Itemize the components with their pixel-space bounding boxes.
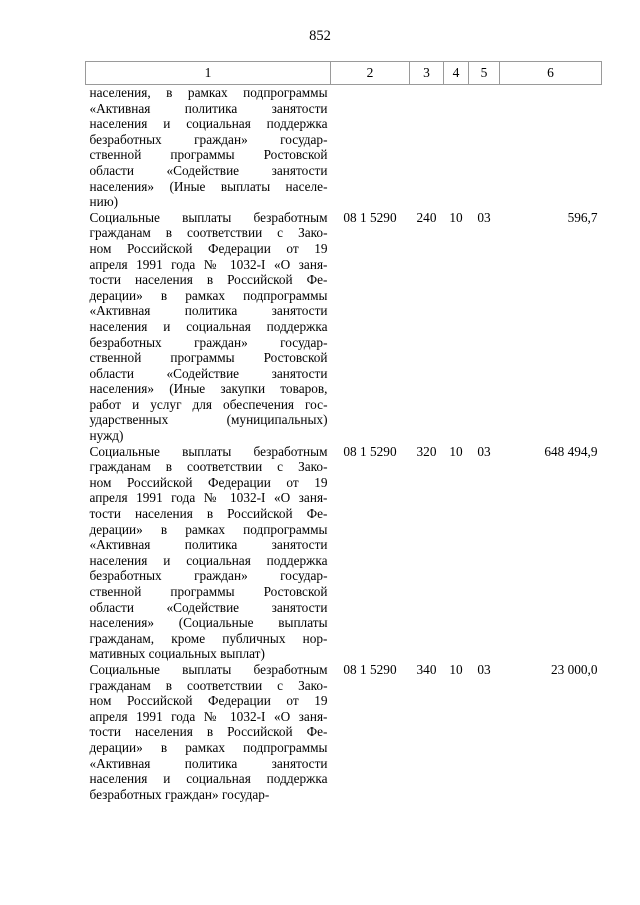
description-line: безработных граждан» государ- [89,786,270,802]
description-line: Социальные выплаты безработным [89,443,328,459]
header-col-4: 4 [444,62,469,85]
description-line: дерации» в рамках подпрограммы [89,287,328,303]
row-section [444,85,469,210]
row-section: 10 [449,209,463,225]
header-col-6: 6 [500,62,602,85]
description-line: безработных граждан» государ- [89,131,328,147]
description-line: «Активная политика занятости [89,303,328,319]
row-description [86,210,331,444]
row-amount: 596,7 [567,209,598,225]
budget-table [85,61,602,802]
description-line: ственной программы Ростовской [89,350,328,366]
description-line: дерации» в рамках подпрограммы [89,521,328,537]
description-line: апреля 1991 года № 1032-I «О заня- [89,256,328,272]
row-target-code: 08 1 5290 [343,209,397,225]
row-expense-type [410,85,444,210]
description-line: дерации» в рамках подпрограммы [89,739,328,755]
row-description [86,444,331,662]
row-subsection: 03 [477,661,491,677]
description-line: ном Российской Федерации от 19 [89,693,328,709]
description-line: Социальные выплаты безработным [89,209,328,225]
row-amount: 23 000,0 [550,661,598,677]
description-line: населения» (Социальные выплаты [89,615,328,631]
row-target-code: 08 1 5290 [343,443,397,459]
description-line: населения» (Иные выплаты населе- [89,178,328,194]
description-line: гражданам в соответствии с Зако- [89,459,328,475]
header-col-5: 5 [469,62,500,85]
row-amount: 648 494,9 [544,443,598,459]
description-line: «Активная политика занятости [89,755,328,771]
description-line: мативных социальных выплат) [89,646,265,662]
description-line: населения» (Иные закупки товаров, [89,381,328,397]
table-row [86,444,602,662]
row-expense-type: 340 [416,661,437,677]
description-line: нию) [89,194,119,210]
description-line: Социальные выплаты безработным [89,661,328,677]
row-subsection: 03 [477,209,491,225]
header-col-3: 3 [410,62,444,85]
description-line: тости населения в Российской Фе- [89,272,328,288]
description-line: населения, в рамках подпрограммы [89,85,328,100]
description-line: апреля 1991 года № 1032-I «О заня- [89,708,328,724]
description-line: работ и услуг для обеспечения гос- [89,396,328,412]
header-col-2: 2 [331,62,410,85]
row-subsection: 03 [477,443,491,459]
description-line: области «Содействие занятости [89,599,328,615]
table-header-row [86,62,602,85]
description-line: ном Российской Федерации от 19 [89,240,328,256]
description-line: безработных граждан» государ- [89,568,328,584]
row-expense-type: 320 [416,443,437,459]
description-line: «Активная политика занятости [89,100,328,116]
description-line: безработных граждан» государ- [89,334,328,350]
description-line: населения и социальная поддержка [89,552,328,568]
description-line: «Активная политика занятости [89,537,328,553]
row-description [86,85,331,210]
row-target-code [331,85,410,210]
description-line: нужд) [89,428,124,444]
description-line: тости населения в Российской Фе- [89,506,328,522]
row-subsection [469,85,500,210]
description-line: гражданам, кроме публичных нор- [89,630,328,646]
row-description [86,662,331,802]
row-amount [500,85,602,210]
description-line: области «Содействие занятости [89,162,328,178]
row-section: 10 [449,443,463,459]
page-number: 852 [309,28,331,44]
description-line: населения и социальная поддержка [89,116,328,132]
description-line: апреля 1991 года № 1032-I «О заня- [89,490,328,506]
table-row [86,662,602,802]
table-row [86,210,602,444]
row-expense-type: 240 [416,209,437,225]
description-line: населения и социальная поддержка [89,318,328,334]
description-line: ственной программы Ростовской [89,584,328,599]
description-line: ном Российской Федерации от 19 [89,474,328,490]
description-line: области «Содействие занятости [89,365,328,381]
row-target-code: 08 1 5290 [343,661,397,677]
row-section: 10 [449,661,463,677]
header-col-1: 1 [86,62,331,85]
description-line: ственной программы Ростовской [89,147,328,163]
description-line: гражданам в соответствии с Зако- [89,677,328,693]
description-line: ударственных (муниципальных) [89,412,328,428]
table-row [86,85,602,210]
description-line: населения и социальная поддержка [89,771,328,787]
description-line: тости населения в Российской Фе- [89,724,328,740]
description-line: гражданам в соответствии с Зако- [89,225,328,241]
